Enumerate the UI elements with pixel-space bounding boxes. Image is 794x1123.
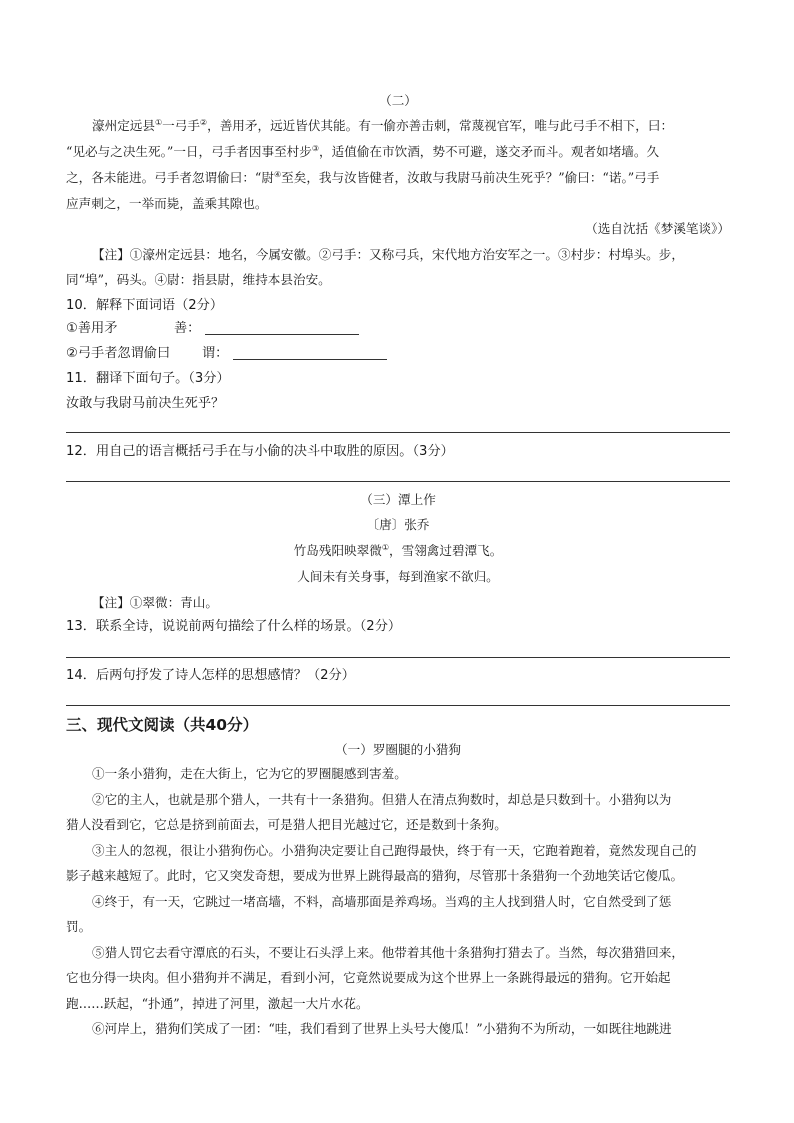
question-stem: 10．解释下面词语（2分） [66,298,224,313]
story-text: ③主人的忽视，很让小猎狗伤心。小猎狗决定要让自己跑得最快，终于有一天，它跑着跑着，竟然发现自己的 [92,843,697,858]
translate-sentence: 汝敢与我尉马前决生死乎？ [66,396,225,411]
question-11 [66,366,730,392]
passage-line-4 [66,191,730,217]
story-para-5 [66,940,730,966]
part-heading-text: 三、现代文阅读（共40分） [66,716,259,734]
question-stem: 12．用自己的语言概括弓手在与小偷的决斗中取胜的原因。（3分） [66,444,454,459]
story-title-text: （一）罗圈腿的小猎狗 [335,742,461,757]
passage-text: 濠州定远县 [92,118,155,133]
question-13 [66,614,730,640]
story-text: 它也分得一块肉。但小猎狗并不满足，看到小河，它竟然说要成为这个世界上一条跳得最远的猎狗。它开始起 [66,970,671,985]
poem-title [66,487,730,513]
footnote-mark: ① [381,542,389,552]
story-text: 影子越来越短了。此时，它又突发奇想，要成为世界上跳得最高的猎狗，尽管那十条猎狗一个劲地笑话它傻瓜。 [66,868,684,883]
note-line-2 [66,267,730,293]
question-11-sentence [66,391,730,417]
answer-blank[interactable] [233,345,387,360]
footnote-mark: ② [199,117,208,127]
story-para-3-cont [66,863,730,889]
poem-title-text: （三）潭上作 [360,492,436,507]
poem-text: ，雪翎禽过碧潭飞。 [388,543,503,558]
passage-text: ，适值偷在市饮酒，势不可避，遂交矛而斗。观者如堵墙。久 [319,144,660,159]
term-word: 谓： [202,346,229,361]
footnote-mark: ④ [273,169,282,179]
term-word: 善： [174,321,201,336]
passage-text: 之，各未能进。弓手者忽谓偷曰：“尉 [66,170,274,185]
note-line-1 [66,242,730,268]
answer-line[interactable] [66,705,730,706]
story-para-2-cont [66,812,730,838]
passage-text: 至矣，我与汝皆健者，汝敢与我尉马前决生死乎？”偷曰：“诺。”弓手 [281,170,660,185]
poem-text: 竹岛残阳映翠微 [293,543,382,558]
story-text: ⑤猎人罚它去看守潭底的石头，不要让石头浮上来。他带着其他十条猎狗打猎去了。当然，每次猎猎回来， [92,945,684,960]
part3-heading [66,712,730,738]
poem-text: 人间未有关身事，每到渔家不欲归。 [297,569,499,584]
term-text: ①善用矛 [66,321,118,336]
question-stem: 14．后两句抒发了诗人怎样的思想感情？（2分） [66,668,355,683]
story-para-2 [66,787,730,813]
question-10-b [66,341,730,367]
story-para-6 [66,1016,730,1042]
poem-author [66,512,730,538]
source-text: （选自沈括《梦溪笔谈》） [585,221,730,236]
story-title [66,737,730,763]
story-text: 猎人没看到它，它总是挤到前面去，可是猎人把目光越过它，还是数到十条狗。 [66,817,507,832]
answer-line[interactable] [66,657,730,658]
poem-line-1 [66,538,730,564]
story-text: ②它的主人，也就是那个猎人，一共有十一条猎狗。但猎人在清点狗数时，却总是只数到十。小猎狗以为 [92,792,672,807]
story-text: ①一条小猎狗，走在大街上，它为它的罗圈腿感到害羞。 [92,766,407,781]
passage-line-1 [66,113,730,139]
story-para-5-cont [66,965,730,991]
footnote-mark: ① [154,117,163,127]
section2-title [66,88,730,114]
question-stem: 13．联系全诗，说说前两句描绘了什么样的场景。（2分） [66,619,402,634]
passage-line-2 [66,139,730,165]
story-text: 罚。 [66,919,92,934]
poem-note [66,590,730,616]
note-text: 【注】①翠微：青山。 [92,595,218,610]
answer-blank[interactable] [205,320,359,335]
note-text: 同“埠”，码头。④尉：指县尉，维持本县治安。 [66,272,331,287]
question-14 [66,663,730,689]
passage-line-3 [66,165,730,191]
poem-line-2 [66,564,730,590]
question-12 [66,439,730,465]
question-10-a [66,316,730,342]
passage-text: ，善用矛，远近皆伏其能。有一偷亦善击刺，常蔑视官军，唯与此弓手不相下，曰： [207,118,674,133]
section2-title-text: （二） [379,93,417,108]
story-para-4-cont [66,914,730,940]
passage-text: 应声刺之，一举而毙，盖乘其隙也。 [66,196,268,211]
answer-line[interactable] [66,432,730,433]
note-text: 【注】①濠州定远县：地名，今属安徽。②弓手：又称弓兵，宋代地方治安军之一。③村步：村埠头。步， [92,247,684,262]
story-text: ⑥河岸上，猎狗们笑成了一团：“哇，我们看到了世界上头号大傻瓜！”小猎狗不为所动，一如既往地跳进 [92,1021,672,1036]
poem-author-text: 〔唐〕张乔 [366,517,430,532]
term-text: ②弓手者忽谓偷曰 [66,346,171,361]
footnote-mark: ③ [311,143,320,153]
story-para-1 [66,761,730,787]
story-text: ④终于，有一天，它跳过一堵高墙，不料，高墙那面是养鸡场。当鸡的主人找到猎人时，它自然受到了惩 [92,894,672,909]
story-para-4 [66,889,730,915]
story-para-3 [66,838,730,864]
answer-line[interactable] [66,481,730,482]
story-para-5-cont2 [66,991,730,1017]
question-stem: 11．翻译下面句子。（3分） [66,371,230,386]
passage-text: “见必与之决生死。”一日，弓手者因事至村步 [66,144,312,159]
passage-source [66,216,730,242]
passage-text: 一弓手 [162,118,200,133]
story-text: 跑……跃起，“扑通”，掉进了河里，激起一大片水花。 [66,996,369,1011]
